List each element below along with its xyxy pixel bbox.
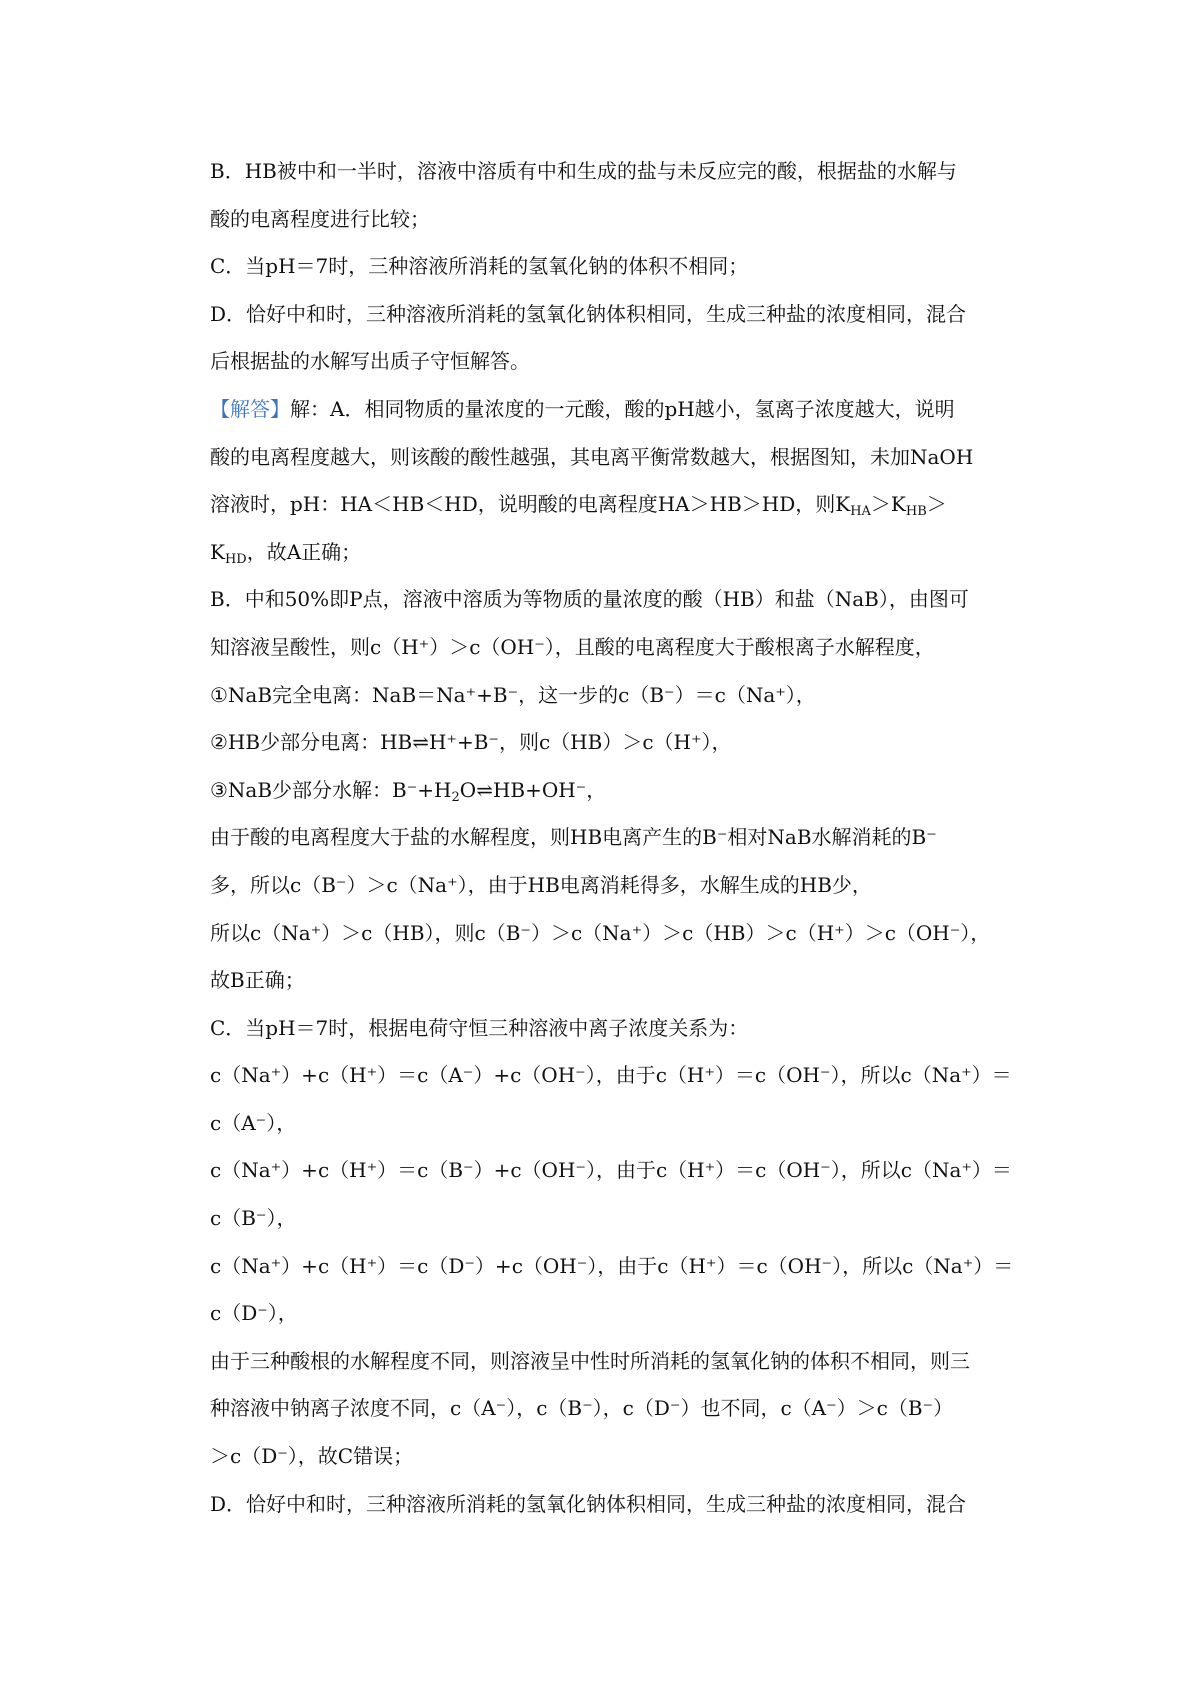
text-line: c（A⁻）， bbox=[210, 1110, 297, 1135]
text-line: 知溶液呈酸性，则c（H⁺）＞c（OH⁻），且酸的电离程度大于酸根离子水解程度， bbox=[210, 634, 935, 659]
text-line: 多，所以c（B⁻）＞c（Na⁺），由于HB电离消耗得多，水解生成的HB少， bbox=[210, 872, 872, 897]
text-line: c（Na⁺）+c（H⁺）＝c（B⁻）+c（OH⁻），由于c（H⁺）＝c（OH⁻），所以c（Na⁺）＝ bbox=[210, 1158, 1012, 1183]
text-line: 所以c（Na⁺）＞c（HB），则c（B⁻）＞c（Na⁺）＞c（HB）＞c（H⁺）＞c（OH⁻）， bbox=[210, 920, 991, 945]
text-line: C．当pH＝7时，根据电荷守恒三种溶液中离子浓度关系为： bbox=[210, 1015, 749, 1040]
solution-text bbox=[210, 148, 1022, 1528]
subscript: HA bbox=[850, 504, 871, 520]
text-segment: 解：A．相同物质的量浓度的一元酸，酸的pH越小，氢离子浓度越大，说明 bbox=[290, 396, 955, 421]
text-segment: ，故A正确； bbox=[246, 539, 362, 564]
text-line: c（D⁻）， bbox=[210, 1301, 298, 1326]
text-line bbox=[210, 767, 1022, 815]
text-line: 后根据盐的水解写出质子守恒解答。 bbox=[210, 349, 530, 374]
text-line: c（Na⁺）+c（H⁺）＝c（D⁻）+c（OH⁻），由于c（H⁺）＝c（OH⁻），所以c（Na⁺）＝ bbox=[210, 1253, 1014, 1278]
text-line: c（Na⁺）+c（H⁺）＝c（A⁻）+c（OH⁻），由于c（H⁺）＝c（OH⁻），所以c（Na⁺）＝ bbox=[210, 1063, 1012, 1088]
text-line bbox=[210, 529, 1022, 577]
text-line: 种溶液中钠离子浓度不同，c（A⁻），c（B⁻），c（D⁻）也不同，c（A⁻）＞c（B⁻） bbox=[210, 1396, 954, 1421]
text-line: D．恰好中和时，三种溶液所消耗的氢氧化钠体积相同，生成三种盐的浓度相同，混合 bbox=[210, 1491, 967, 1516]
answer-tag: 【解答】 bbox=[210, 396, 290, 421]
text-line: 由于三种酸根的水解程度不同，则溶液呈中性时所消耗的氢氧化钠的体积不相同，则三 bbox=[210, 1348, 970, 1373]
text-segment: K bbox=[210, 539, 225, 564]
text-line: ＞c（D⁻），故C错误； bbox=[210, 1444, 414, 1469]
text-line: 故B正确； bbox=[210, 968, 305, 993]
text-line: C．当pH＝7时，三种溶液所消耗的氢氧化钠的体积不相同； bbox=[210, 254, 749, 279]
text-line bbox=[210, 481, 1022, 529]
subscript: HD bbox=[224, 551, 247, 567]
text-line: 酸的电离程度进行比较； bbox=[210, 206, 430, 231]
text-segment: 溶液时，pH：HA＜HB＜HD，说明酸的电离程度HA＞HB＞HD，则K bbox=[210, 492, 851, 517]
text-line: D．恰好中和时，三种溶液所消耗的氢氧化钠体积相同，生成三种盐的浓度相同，混合 bbox=[210, 301, 967, 326]
text-line: B．HB被中和一半时，溶液中溶质有中和生成的盐与未反应完的酸，根据盐的水解与 bbox=[210, 159, 957, 183]
text-line: 由于酸的电离程度大于盐的水解程度，则HB电离产生的B⁻相对NaB水解消耗的B⁻ bbox=[210, 825, 937, 850]
text-segment: O⇌HB+OH⁻， bbox=[459, 777, 607, 802]
text-line: ②HB少部分电离：HB⇌H⁺+B⁻，则c（HB）＞c（H⁺）， bbox=[210, 730, 732, 755]
text-line: ①NaB完全电离：NaB＝Na⁺+B⁻，这一步的c（B⁻）＝c（Na⁺）， bbox=[210, 682, 816, 707]
subscript: 2 bbox=[451, 789, 460, 805]
text-segment: ③NaB少部分水解：B⁻+H bbox=[210, 777, 452, 802]
text-line: 酸的电离程度越大，则该酸的酸性越强，其电离平衡常数越大，根据图知，未加NaOH bbox=[210, 444, 974, 469]
text-line: c（B⁻）， bbox=[210, 1206, 297, 1231]
text-line bbox=[210, 386, 1022, 434]
subscript: HB bbox=[905, 504, 927, 520]
text-segment: ＞K bbox=[870, 492, 906, 517]
text-line: B．中和50%即P点，溶液中溶质为等物质的量浓度的酸（HB）和盐（NaB），由图可 bbox=[210, 587, 969, 612]
text-segment: ＞ bbox=[926, 492, 947, 517]
